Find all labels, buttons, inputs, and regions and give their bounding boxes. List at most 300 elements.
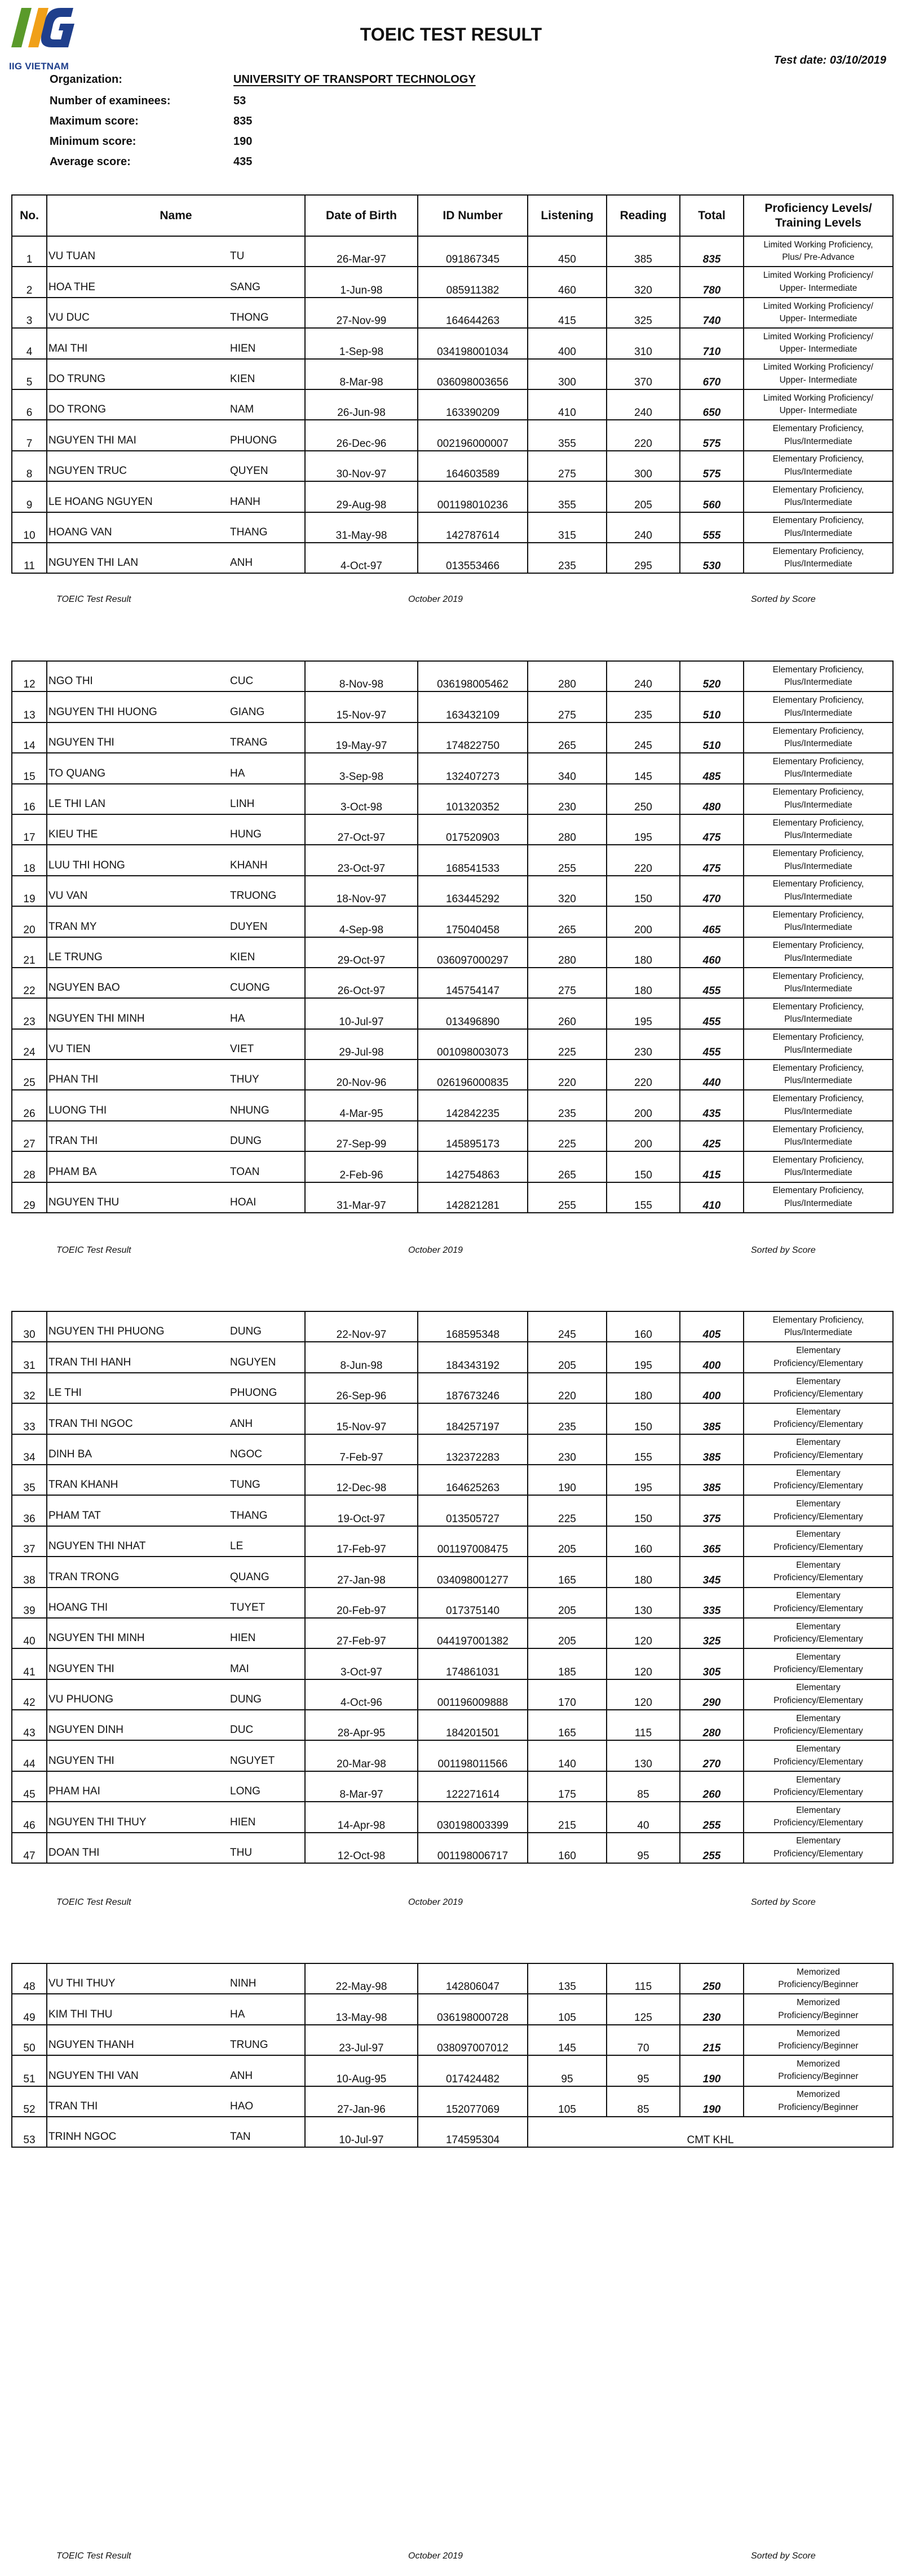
table-row [12, 1029, 893, 1059]
table-row [12, 512, 893, 543]
date-of-birth: 23-Oct-97 [305, 845, 418, 875]
level-line-2: Proficiency/Elementary [773, 1389, 863, 1399]
id-number: 184201501 [418, 1710, 528, 1740]
reading-score: 120 [607, 1679, 680, 1710]
family-name: PHAN THI [48, 1074, 99, 1086]
id-number: 163432109 [418, 691, 528, 722]
footer-right: Sorted by Score [751, 595, 816, 604]
family-name: VU TUAN [48, 250, 96, 263]
listening-score: 225 [528, 1495, 607, 1526]
table-row [12, 937, 893, 968]
family-name: TRINH NGOC [48, 2131, 117, 2143]
reading-score: 145 [607, 753, 680, 783]
listening-score: 105 [528, 2086, 607, 2117]
row-number: 42 [12, 1679, 47, 1710]
given-name: LE [230, 1540, 244, 1553]
total-score: 255 [680, 1802, 744, 1832]
family-name: LE HOANG NGUYEN [48, 495, 153, 508]
family-name: NGUYEN THANH [48, 2039, 134, 2051]
table-row [12, 661, 893, 691]
table-header-row [12, 195, 893, 236]
col-header-level-line1: Proficiency Levels/ [764, 202, 872, 215]
given-name: CUC [230, 675, 254, 688]
total-score: 385 [680, 1465, 744, 1495]
proficiency-level [744, 906, 893, 937]
table-row [12, 1648, 893, 1679]
proficiency-level [744, 753, 893, 783]
id-number: 017520903 [418, 814, 528, 845]
given-name: KIEN [230, 373, 255, 385]
total-score: 650 [680, 389, 744, 420]
examinee-name [47, 1710, 305, 1740]
listening-score: 205 [528, 1588, 607, 1618]
examinee-name [47, 1434, 305, 1465]
given-name: THONG [230, 312, 269, 324]
family-name: TRAN KHANH [48, 1479, 118, 1491]
total-score: 405 [680, 1311, 744, 1342]
family-name: NGUYEN THI VAN [48, 2069, 139, 2082]
level-line-1: Elementary Proficiency, [772, 664, 864, 675]
total-score: 520 [680, 661, 744, 691]
listening-score: 160 [528, 1833, 607, 1863]
level-line-2: Plus/Intermediate [784, 769, 852, 779]
proficiency-level [744, 1090, 893, 1120]
family-name: DO TRONG [48, 404, 107, 416]
family-name: NGUYEN THI [48, 737, 114, 749]
given-name: DUC [230, 1724, 254, 1736]
given-name: TUYET [230, 1601, 266, 1613]
level-line-2: Upper- Intermediate [779, 313, 857, 323]
level-line-2: Plus/Intermediate [784, 436, 852, 446]
max-score-label: Maximum score: [50, 115, 139, 127]
level-line-1: Elementary [796, 1468, 841, 1478]
date-of-birth: 15-Nov-97 [305, 1403, 418, 1434]
row-number: 1 [12, 236, 47, 267]
examinee-name [47, 968, 305, 998]
id-number: 002196000007 [418, 420, 528, 450]
table-row [12, 2025, 893, 2055]
given-name: NHUNG [230, 1104, 269, 1116]
table-row [12, 1740, 893, 1771]
col-header-level [744, 195, 893, 236]
given-name: NAM [230, 404, 254, 416]
level-line-1: Elementary [796, 1346, 841, 1356]
table-row [12, 1465, 893, 1495]
date-of-birth: 26-Jun-98 [305, 389, 418, 420]
date-of-birth: 22-Nov-97 [305, 1311, 418, 1342]
reading-score: 130 [607, 1588, 680, 1618]
total-score: 410 [680, 1182, 744, 1213]
proficiency-level [744, 1121, 893, 1151]
row-number: 53 [12, 2117, 47, 2147]
table-row [12, 1833, 893, 1863]
level-line-2: Proficiency/Elementary [773, 1695, 863, 1705]
examinee-name [47, 2025, 305, 2055]
examinee-name [47, 845, 305, 875]
date-of-birth: 8-Mar-97 [305, 1771, 418, 1802]
results-table-page-4 [11, 1963, 894, 2148]
given-name: NGUYET [230, 1754, 275, 1767]
id-number: 168541533 [418, 845, 528, 875]
row-number: 25 [12, 1059, 47, 1090]
level-line-2: Proficiency/Elementary [773, 1481, 863, 1491]
total-score: 230 [680, 1994, 744, 2024]
level-line-1: Elementary Proficiency, [772, 818, 864, 828]
given-name: CUONG [230, 982, 270, 994]
col-header-listening: Listening [528, 195, 607, 236]
footer-right: Sorted by Score [751, 1897, 816, 1907]
level-line-2: Proficiency/Elementary [773, 1542, 863, 1552]
family-name: NGUYEN THI [48, 1662, 114, 1675]
table-row [12, 998, 893, 1028]
listening-score: 135 [528, 1963, 607, 1994]
total-score: 260 [680, 1771, 744, 1802]
proficiency-level [744, 1311, 893, 1342]
level-line-2: Upper- Intermediate [779, 375, 857, 385]
listening-score: 185 [528, 1648, 607, 1679]
level-line-2: Plus/Intermediate [784, 1328, 852, 1338]
table-row [12, 2086, 893, 2117]
listening-score: 205 [528, 1526, 607, 1557]
examinee-name [47, 2055, 305, 2086]
total-score: 470 [680, 876, 744, 906]
level-line-1: Elementary [796, 1560, 841, 1570]
reading-score: 120 [607, 1648, 680, 1679]
level-line-2: Plus/Intermediate [784, 559, 852, 569]
level-line-1: Elementary Proficiency, [772, 726, 864, 736]
examinee-name [47, 451, 305, 481]
total-score: 480 [680, 784, 744, 814]
table-row [12, 753, 893, 783]
row-number: 3 [12, 298, 47, 328]
examinee-name [47, 937, 305, 968]
proficiency-level [744, 1182, 893, 1213]
id-number: 036097000297 [418, 937, 528, 968]
total-score: 255 [680, 1833, 744, 1863]
row-number: 9 [12, 481, 47, 512]
listening-score: 145 [528, 2025, 607, 2055]
table-row [12, 784, 893, 814]
reading-score: 115 [607, 1710, 680, 1740]
row-number: 43 [12, 1710, 47, 1740]
row-number: 19 [12, 876, 47, 906]
examinee-name [47, 784, 305, 814]
level-line-2: Proficiency/Beginner [778, 1980, 859, 1990]
date-of-birth: 4-Oct-97 [305, 543, 418, 573]
given-name: HA [230, 1012, 245, 1025]
level-line-1: Elementary Proficiency, [772, 695, 864, 706]
level-line-1: Elementary Proficiency, [772, 516, 864, 526]
examinee-name [47, 1740, 305, 1771]
family-name: NGUYEN THU [48, 1196, 120, 1209]
total-score: 560 [680, 481, 744, 512]
total-score: 465 [680, 906, 744, 937]
total-score: 670 [680, 359, 744, 389]
reading-score: 245 [607, 722, 680, 753]
id-number: 038097007012 [418, 2025, 528, 2055]
total-score: 400 [680, 1342, 744, 1372]
table-row [12, 1557, 893, 1587]
id-number: 026196000835 [418, 1059, 528, 1090]
reading-score: 160 [607, 1311, 680, 1342]
listening-score: 245 [528, 1311, 607, 1342]
given-name: TAN [230, 2131, 251, 2143]
reading-score: 320 [607, 267, 680, 297]
reading-score: 150 [607, 1403, 680, 1434]
level-line-2: Plus/Intermediate [784, 498, 852, 508]
listening-score: 95 [528, 2055, 607, 2086]
family-name: TRAN MY [48, 920, 97, 933]
date-of-birth: 17-Feb-97 [305, 1526, 418, 1557]
id-number: 091867345 [418, 236, 528, 267]
given-name: PHUONG [230, 1387, 277, 1399]
id-number: 036198000728 [418, 1994, 528, 2024]
min-score-label: Minimum score: [50, 135, 136, 148]
level-line-1: Limited Working Proficiency/ [763, 301, 874, 311]
total-score: 250 [680, 1963, 744, 1994]
proficiency-level [744, 236, 893, 267]
date-of-birth: 12-Oct-98 [305, 1833, 418, 1863]
proficiency-level [744, 1342, 893, 1372]
listening-score: 215 [528, 1802, 607, 1832]
level-line-1: Elementary [796, 1652, 841, 1662]
table-row [12, 1802, 893, 1832]
date-of-birth: 10-Jul-97 [305, 998, 418, 1028]
listening-score: 280 [528, 937, 607, 968]
family-name: LE TRUNG [48, 951, 103, 963]
level-line-1: Memorized [797, 2028, 840, 2038]
given-name: ANH [230, 2069, 253, 2082]
listening-score: 165 [528, 1557, 607, 1587]
total-score: 290 [680, 1679, 744, 1710]
total-score: 440 [680, 1059, 744, 1090]
table-row [12, 298, 893, 328]
table-row [12, 1182, 893, 1213]
level-line-1: Elementary Proficiency, [772, 787, 864, 797]
date-of-birth: 27-Sep-99 [305, 1121, 418, 1151]
reading-score: 195 [607, 814, 680, 845]
proficiency-level [744, 2025, 893, 2055]
reading-score: 180 [607, 1557, 680, 1587]
family-name: LE THI [48, 1387, 82, 1399]
date-of-birth: 2-Feb-96 [305, 1151, 418, 1182]
reading-score: 235 [607, 691, 680, 722]
document-title: TOEIC TEST RESULT [360, 24, 542, 45]
given-name: HOAI [230, 1196, 257, 1209]
examinee-name [47, 876, 305, 906]
examinee-name [47, 512, 305, 543]
level-line-2: Proficiency/Elementary [773, 1603, 863, 1613]
proficiency-level [744, 1588, 893, 1618]
examinee-name [47, 1029, 305, 1059]
listening-score: 175 [528, 1771, 607, 1802]
proficiency-level [744, 481, 893, 512]
date-of-birth: 19-Oct-97 [305, 1495, 418, 1526]
proficiency-level [744, 814, 893, 845]
listening-score: 220 [528, 1373, 607, 1403]
listening-score: 400 [528, 328, 607, 358]
listening-score: 315 [528, 512, 607, 543]
level-line-1: Elementary Proficiency, [772, 1032, 864, 1043]
given-name: HA [230, 2008, 245, 2020]
family-name: LUU THI HONG [48, 859, 125, 871]
level-line-2: Proficiency/Elementary [773, 1757, 863, 1767]
examinee-name [47, 267, 305, 297]
level-line-1: Memorized [797, 1998, 840, 2008]
id-number: 132407273 [418, 753, 528, 783]
id-number: 187673246 [418, 1373, 528, 1403]
total-score: 270 [680, 1740, 744, 1771]
reading-score: 70 [607, 2025, 680, 2055]
row-number: 2 [12, 267, 47, 297]
date-of-birth: 29-Jul-98 [305, 1029, 418, 1059]
family-name: PHAM BA [48, 1165, 97, 1178]
proficiency-level [744, 1557, 893, 1587]
date-of-birth: 30-Nov-97 [305, 451, 418, 481]
total-score: 190 [680, 2055, 744, 2086]
examinee-name [47, 1495, 305, 1526]
level-line-1: Memorized [797, 2059, 840, 2069]
total-score: 400 [680, 1373, 744, 1403]
id-number: 164603589 [418, 451, 528, 481]
row-number: 35 [12, 1465, 47, 1495]
total-score: 835 [680, 236, 744, 267]
family-name: NGUYEN THI MINH [48, 1012, 145, 1025]
given-name: TUNG [230, 1479, 260, 1491]
col-header-id: ID Number [418, 195, 528, 236]
table-row [12, 1434, 893, 1465]
family-name: NGUYEN THI NHAT [48, 1540, 146, 1553]
listening-score: 265 [528, 1151, 607, 1182]
level-line-1: Elementary [796, 1805, 841, 1815]
reading-score: 200 [607, 906, 680, 937]
row-number: 30 [12, 1311, 47, 1342]
id-number: 044197001382 [418, 1618, 528, 1648]
total-score: 455 [680, 968, 744, 998]
listening-score: 255 [528, 1182, 607, 1213]
total-score: 375 [680, 1495, 744, 1526]
given-name: NINH [230, 1978, 257, 1990]
row-number: 8 [12, 451, 47, 481]
row-number: 50 [12, 2025, 47, 2055]
footer-left: TOEIC Test Result [56, 2551, 131, 2561]
listening-score: 275 [528, 691, 607, 722]
avg-score-label: Average score: [50, 156, 131, 168]
examinee-name [47, 1771, 305, 1802]
reading-score: 150 [607, 1495, 680, 1526]
proficiency-level [744, 1648, 893, 1679]
level-line-2: Proficiency/Elementary [773, 1573, 863, 1583]
given-name: HIEN [230, 1816, 256, 1828]
reading-score: 230 [607, 1029, 680, 1059]
level-line-2: Plus/Intermediate [784, 1045, 852, 1055]
level-line-2: Proficiency/Beginner [778, 2102, 859, 2112]
proficiency-level [744, 1403, 893, 1434]
table-row [12, 328, 893, 358]
proficiency-level [744, 1373, 893, 1403]
date-of-birth: 20-Nov-96 [305, 1059, 418, 1090]
id-number: 034098001277 [418, 1557, 528, 1587]
footer-right: Sorted by Score [751, 2551, 816, 2561]
date-of-birth: 20-Feb-97 [305, 1588, 418, 1618]
family-name: DINH BA [48, 1448, 92, 1460]
proficiency-level [744, 1495, 893, 1526]
level-line-1: Limited Working Proficiency/ [763, 362, 874, 373]
row-number: 11 [12, 543, 47, 573]
total-score: 460 [680, 937, 744, 968]
date-of-birth: 8-Nov-98 [305, 661, 418, 691]
listening-score: 235 [528, 1403, 607, 1434]
date-of-birth: 26-Dec-96 [305, 420, 418, 450]
table-row [12, 389, 893, 420]
family-name: TRAN TRONG [48, 1571, 120, 1583]
examinee-name [47, 1373, 305, 1403]
level-line-1: Elementary Proficiency, [772, 454, 864, 464]
table-row [12, 814, 893, 845]
date-of-birth: 20-Mar-98 [305, 1740, 418, 1771]
proficiency-level [744, 968, 893, 998]
level-line-1: Elementary Proficiency, [772, 1315, 864, 1325]
examinee-name [47, 1311, 305, 1342]
reading-score: 220 [607, 845, 680, 875]
proficiency-level [744, 2055, 893, 2086]
row-number: 21 [12, 937, 47, 968]
given-name: QUYEN [230, 465, 268, 477]
given-name: GIANG [230, 706, 265, 718]
id-number: 184343192 [418, 1342, 528, 1372]
id-number: 001198006717 [418, 1833, 528, 1863]
given-name: HIEN [230, 1632, 256, 1644]
id-number: 036198005462 [418, 661, 528, 691]
listening-score: 275 [528, 451, 607, 481]
proficiency-level [744, 2086, 893, 2117]
proficiency-level [744, 937, 893, 968]
given-name: HIEN [230, 342, 256, 354]
total-score: 485 [680, 753, 744, 783]
proficiency-level [744, 1465, 893, 1495]
id-number: 101320352 [418, 784, 528, 814]
level-line-2: Plus/Intermediate [784, 1198, 852, 1208]
reading-score: 180 [607, 1373, 680, 1403]
id-number: 145754147 [418, 968, 528, 998]
total-score: 305 [680, 1648, 744, 1679]
level-line-2: Proficiency/Beginner [778, 2041, 859, 2051]
id-number: 142806047 [418, 1963, 528, 1994]
col-header-reading: Reading [607, 195, 680, 236]
table-row [12, 543, 893, 573]
row-number: 51 [12, 2055, 47, 2086]
proficiency-level [744, 691, 893, 722]
level-line-2: Proficiency/Beginner [778, 2072, 859, 2082]
id-number: 132372283 [418, 1434, 528, 1465]
level-line-2: Proficiency/Elementary [773, 1788, 863, 1798]
col-header-dob: Date of Birth [305, 195, 418, 236]
listening-score: 410 [528, 389, 607, 420]
level-line-2: Plus/Intermediate [784, 677, 852, 688]
result-note: CMT KHL [528, 2117, 893, 2147]
row-number: 45 [12, 1771, 47, 1802]
total-score: 345 [680, 1557, 744, 1587]
given-name: THANG [230, 1509, 268, 1522]
reading-score: 115 [607, 1963, 680, 1994]
total-score: 555 [680, 512, 744, 543]
table-row [12, 1526, 893, 1557]
level-line-2: Proficiency/Beginner [778, 2010, 859, 2020]
reading-score: 200 [607, 1121, 680, 1151]
proficiency-level [744, 1679, 893, 1710]
proficiency-level [744, 359, 893, 389]
table-row [12, 420, 893, 450]
